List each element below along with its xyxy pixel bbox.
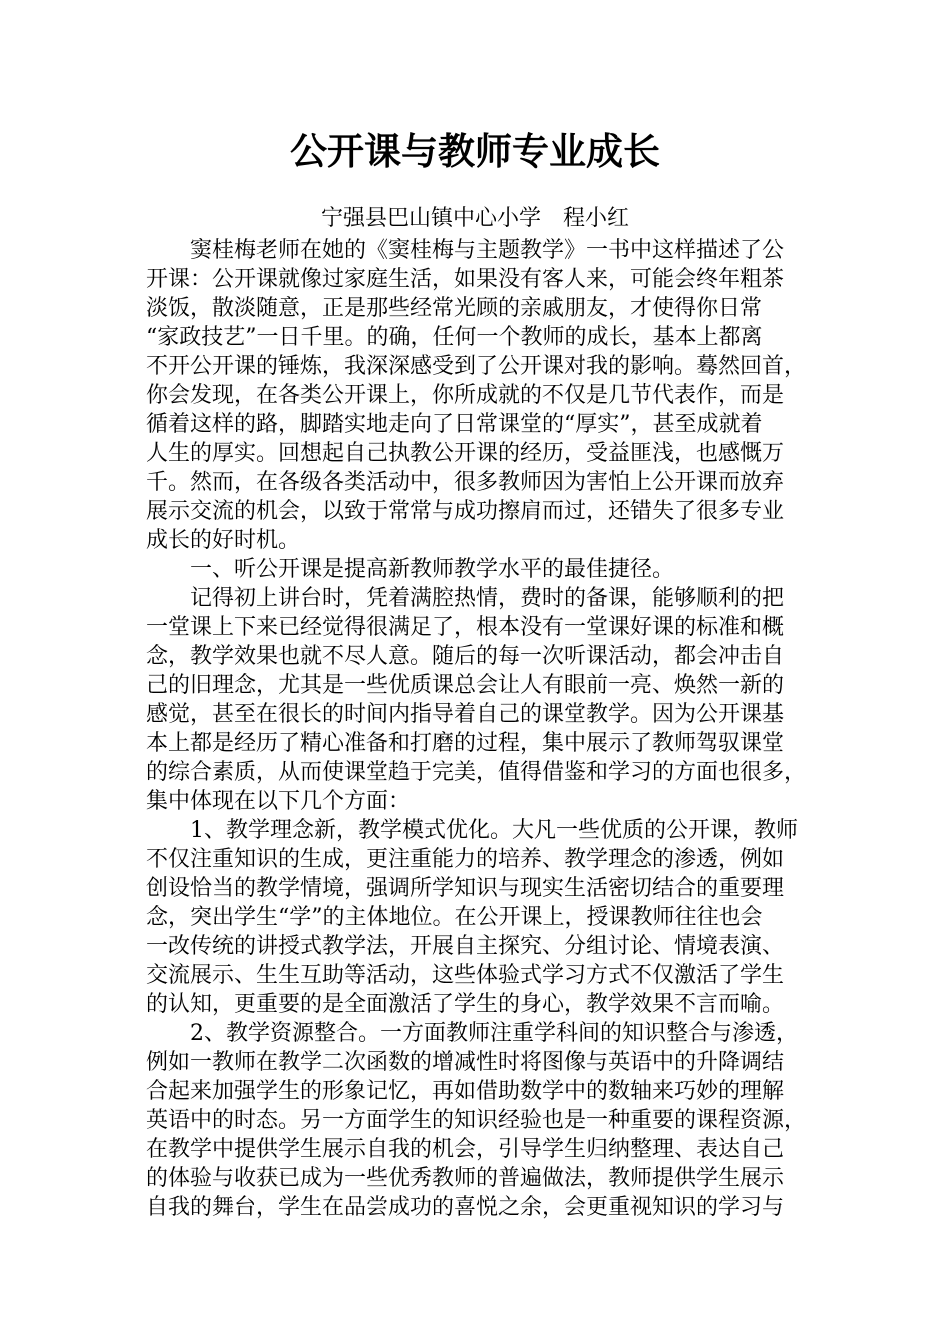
body-line: 己的旧理念，尤其是一些优质课总会让人有眼前一亮、焕然一新的	[146, 673, 785, 698]
body-line: 你会发现，在各类公开课上，你所成就的不仅是几节代表作，而是	[146, 383, 785, 408]
body-line: 千。然而，在各级各类活动中，很多教师因为害怕上公开课而放弃	[146, 470, 785, 495]
body-line: “家政技艺”一日千里。的确，任何一个教师的成长，基本上都离	[146, 325, 763, 350]
body-line: 开课：公开课就像过家庭生活，如果没有客人来，可能会终年粗茶	[146, 267, 785, 292]
body-line: 一堂课上下来已经觉得很满足了，根本没有一堂课好课的标准和概	[146, 615, 785, 640]
body-line: 创设恰当的教学情境，强调所学知识与现实生活密切结合的重要理	[146, 876, 785, 901]
body-line: 窦桂梅老师在她的《窦桂梅与主题教学》一书中这样描述了公	[146, 238, 785, 263]
document-author: 宁强县巴山镇中心小学 程小红	[320, 206, 629, 231]
body-line: 成长的好时机。	[146, 528, 301, 553]
body-line: 的认知，更重要的是全面激活了学生的身心，教学效果不言而喻。	[146, 992, 785, 1017]
body-line: 一改传统的讲授式教学法，开展自主探究、分组讨论、情境表演、	[146, 934, 785, 959]
section-heading: 一、听公开课是提高新教师教学水平的最佳捷径。	[146, 557, 675, 582]
document-title: 公开课与教师专业成长	[290, 129, 660, 173]
body-line: 在教学中提供学生展示自我的机会，引导学生归纳整理、表达自己	[146, 1137, 785, 1162]
body-line: 循着这样的路，脚踏实地走向了日常课堂的“厚实”，甚至成就着	[146, 412, 763, 437]
body-line: 展示交流的机会，以致于常常与成功擦肩而过，还错失了很多专业	[146, 499, 785, 524]
body-line: 英语中的时态。另一方面学生的知识经验也是一种重要的课程资源，	[146, 1108, 807, 1133]
body-line: 的体验与收获已成为一些优秀教师的普遍做法，教师提供学生展示	[146, 1166, 785, 1191]
body-line: 人生的厚实。回想起自己执教公开课的经历，受益匪浅，也感慨万	[146, 441, 785, 466]
body-line: 集中体现在以下几个方面：	[146, 789, 411, 814]
body-line: 念，突出学生“学”的主体地位。在公开课上，授课教师往往也会	[146, 905, 763, 930]
body-line: 2、教学资源整合。一方面教师注重学科间的知识整合与渗透，	[146, 1021, 798, 1046]
body-line: 记得初上讲台时，凭着满腔热情，费时的备课，能够顺利的把	[146, 586, 785, 611]
body-line: 1、教学理念新，教学模式优化。大凡一些优质的公开课，教师	[146, 818, 798, 843]
body-line: 不开公开课的锤炼，我深深感受到了公开课对我的影响。蓦然回首，	[146, 354, 807, 379]
body-line: 交流展示、生生互助等活动，这些体验式学习方式不仅激活了学生	[146, 963, 785, 988]
body-line: 念，教学效果也就不尽人意。随后的每一次听课活动，都会冲击自	[146, 644, 785, 669]
body-line: 合起来加强学生的形象记忆，再如借助数学中的数轴来巧妙的理解	[146, 1079, 785, 1104]
body-line: 的综合素质，从而使课堂趋于完美，值得借鉴和学习的方面也很多，	[146, 760, 807, 785]
body-line: 淡饭，散淡随意，正是那些经常光顾的亲戚朋友，才使得你日常	[146, 296, 763, 321]
document-body	[146, 236, 826, 1222]
body-line: 感觉，甚至在很长的时间内指导着自己的课堂教学。因为公开课基	[146, 702, 785, 727]
body-line: 自我的舞台，学生在品尝成功的喜悦之余，会更重视知识的学习与	[146, 1195, 785, 1220]
body-line: 例如一教师在教学二次函数的增减性时将图像与英语中的升降调结	[146, 1050, 785, 1075]
body-line: 本上都是经历了精心准备和打磨的过程，集中展示了教师驾驭课堂	[146, 731, 785, 756]
body-line: 不仅注重知识的生成，更注重能力的培养、教学理念的渗透，例如	[146, 847, 785, 872]
